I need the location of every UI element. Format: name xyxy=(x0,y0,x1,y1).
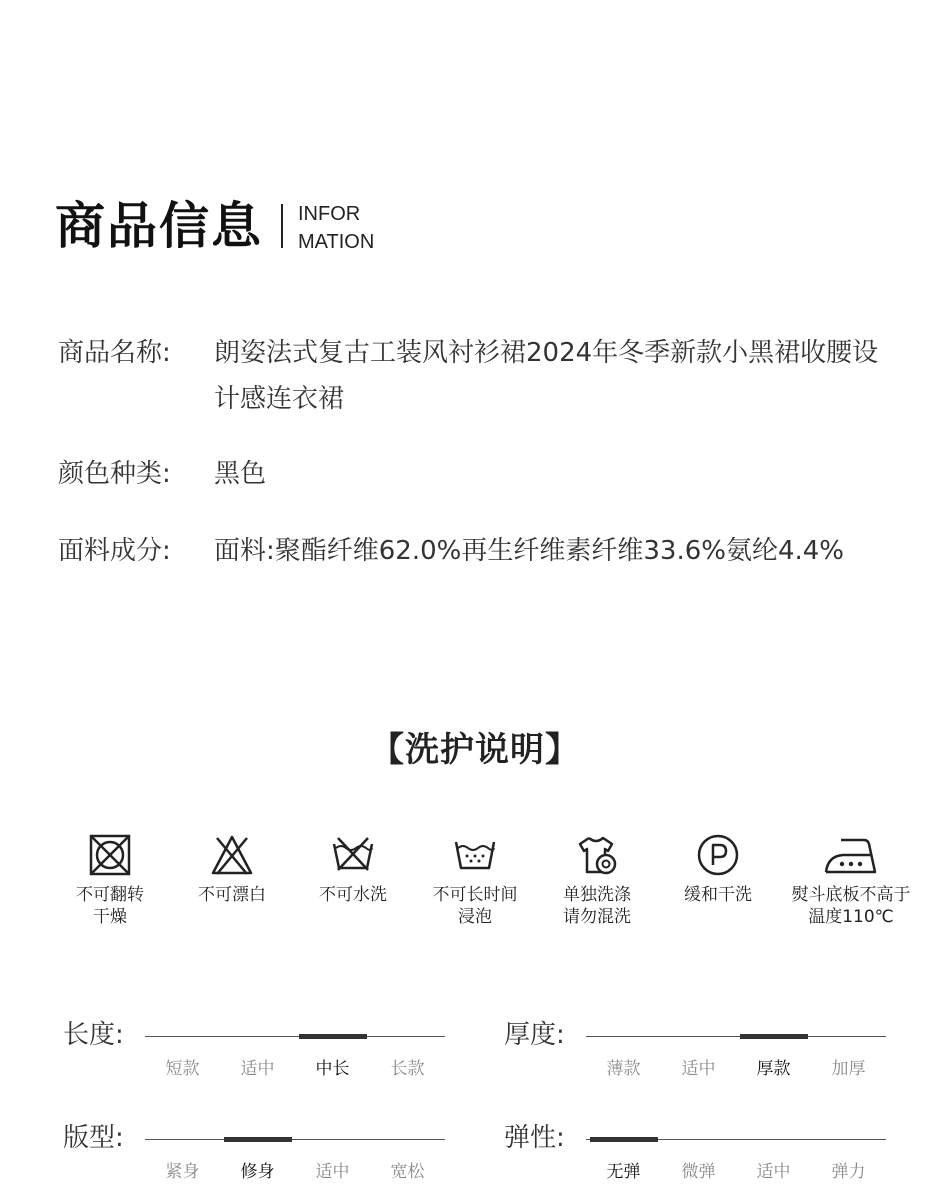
no-tumble-dry-icon xyxy=(87,832,133,878)
care-item xyxy=(405,832,545,928)
scale-option: 紧身 xyxy=(165,1162,200,1182)
care-item xyxy=(527,832,667,928)
scale-option: 薄款 xyxy=(606,1059,641,1079)
care-label: 不可漂白 xyxy=(198,885,266,905)
scale-label: 长度: xyxy=(63,1020,124,1050)
scale-option: 修身 xyxy=(240,1162,275,1182)
title-en-line1: INFOR xyxy=(298,203,361,225)
care-item xyxy=(162,832,302,906)
care-label: 缓和干洗 xyxy=(684,885,752,905)
care-item xyxy=(40,832,180,928)
info-label: 商品名称: xyxy=(58,338,171,368)
no-long-soak-icon xyxy=(452,832,498,878)
title-divider xyxy=(281,204,283,248)
care-label: 不可翻转 干燥 xyxy=(76,885,144,927)
title-en-line2: MATION xyxy=(298,231,375,253)
scale-option: 微弹 xyxy=(681,1162,716,1182)
scale-track xyxy=(586,1036,886,1037)
scale-option: 长款 xyxy=(390,1059,425,1079)
section-title: 商品信息 xyxy=(55,197,263,255)
scale-label: 厚度: xyxy=(504,1020,565,1050)
scale-marker xyxy=(299,1034,367,1039)
scale-track xyxy=(586,1139,886,1140)
iron-low-temp-icon xyxy=(823,832,879,878)
info-value: 面料:聚酯纤维62.0%再生纤维素纤维33.6%氨纶4.4% xyxy=(214,536,845,566)
scale-marker xyxy=(740,1034,808,1039)
scale-option: 适中 xyxy=(756,1162,791,1182)
care-item xyxy=(283,832,423,906)
scale-label: 版型: xyxy=(63,1123,124,1153)
scale-options xyxy=(145,1057,445,1081)
care-label: 熨斗底板不高于 温度110℃ xyxy=(791,885,911,927)
scale-option: 宽松 xyxy=(390,1162,425,1182)
scale-marker xyxy=(590,1137,658,1142)
scale-option: 加厚 xyxy=(831,1059,866,1079)
scale-option: 中长 xyxy=(315,1059,350,1079)
info-label: 颜色种类: xyxy=(58,459,171,489)
wash-separately-icon xyxy=(574,832,620,878)
no-bleach-icon xyxy=(209,832,255,878)
scale-option: 适中 xyxy=(240,1059,275,1079)
care-item xyxy=(648,832,788,906)
scale-option: 弹力 xyxy=(831,1162,866,1182)
care-title: 【洗护说明】 xyxy=(370,730,580,770)
info-label: 面料成分: xyxy=(58,536,171,566)
scale-marker xyxy=(224,1137,292,1142)
scale-options xyxy=(586,1160,886,1184)
care-label: 不可水洗 xyxy=(319,885,387,905)
scale-option: 适中 xyxy=(681,1059,716,1079)
care-label: 不可长时间 浸泡 xyxy=(432,885,518,927)
scale-options xyxy=(586,1057,886,1081)
scale-option: 厚款 xyxy=(756,1059,791,1079)
scale-label: 弹性: xyxy=(504,1123,565,1153)
scale-option: 适中 xyxy=(315,1162,350,1182)
info-value: 黑色 xyxy=(214,459,267,489)
gentle-dry-clean-icon xyxy=(695,832,741,878)
scale-track xyxy=(145,1139,445,1140)
scale-option: 短款 xyxy=(165,1059,200,1079)
care-label: 单独洗涤 请勿混洗 xyxy=(563,885,631,927)
scale-options xyxy=(145,1160,445,1184)
no-water-wash-icon xyxy=(330,832,376,878)
info-value: 朗姿法式复古工装风衬衫裙2024年冬季新款小黑裙收腰设计感连衣裙 xyxy=(214,338,879,414)
section-title-en xyxy=(298,200,374,256)
scale-option: 无弹 xyxy=(606,1162,641,1182)
care-item xyxy=(781,832,921,928)
scale-track xyxy=(145,1036,445,1037)
